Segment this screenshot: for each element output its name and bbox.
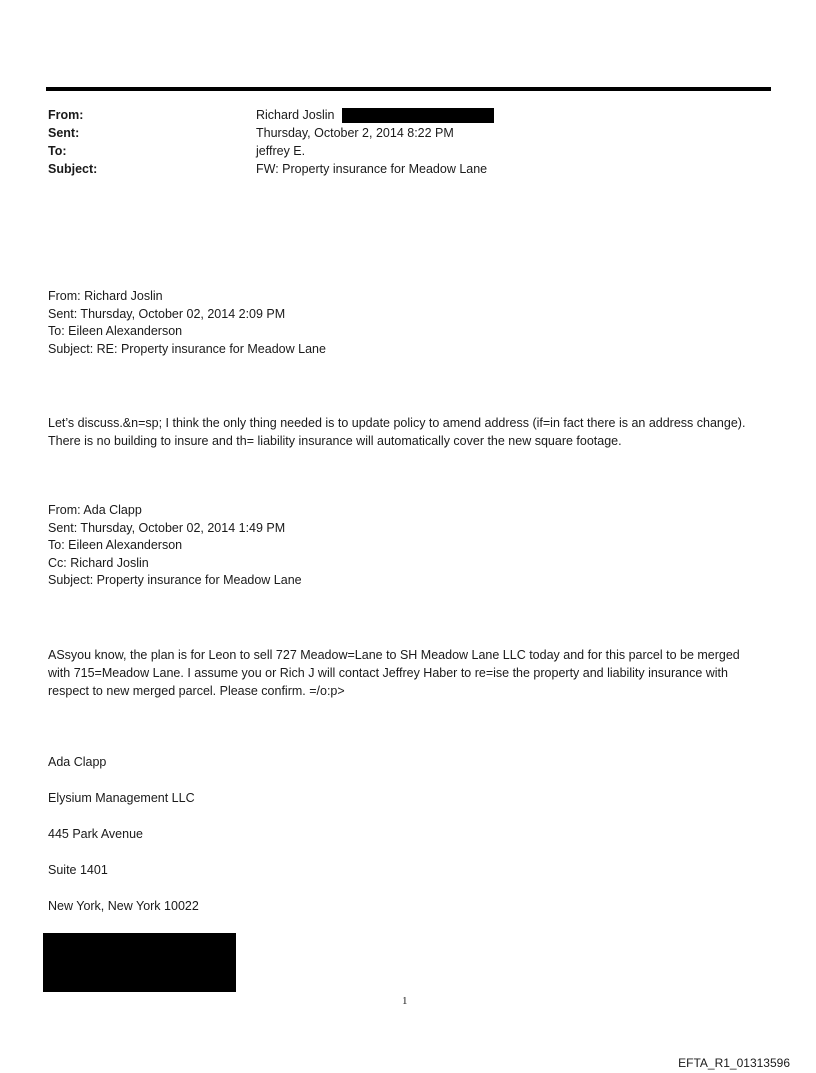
- reply-to: To: Eileen Alexanderson: [48, 324, 183, 338]
- reply-subject: Subject: RE: Property insurance for Meadow Lane: [48, 341, 326, 356]
- original-cc: Cc: Richard Joslin: [48, 555, 149, 570]
- header-divider: [46, 87, 771, 91]
- original-body: ASsyou know, the plan is for Leon to sell 727 Meadow=Lane to SH Meadow Lane LLC today and for this parcel to be merged with 715=Meadow Lane. I assume you or Rich J will contact Jeffrey Haber to re=ise the property and liability insurance with respect to new merged parcel. Please confirm. =/o:p>: [48, 648, 740, 698]
- reply-from: From: Richard Joslin: [48, 289, 163, 303]
- sent-value: Thursday, October 2, 2014 8:22 PM: [256, 126, 454, 140]
- signature-company: Elysium Management LLC: [48, 791, 195, 805]
- original-sent: Sent: Thursday, October 02, 2014 1:49 PM: [48, 520, 286, 535]
- to-label: To:: [48, 144, 67, 158]
- sent-label: Sent:: [48, 126, 80, 140]
- from-label: From:: [48, 108, 84, 122]
- signature-suite: Suite 1401: [48, 863, 108, 877]
- original-from: From: Ada Clapp: [48, 503, 142, 517]
- signature-street: 445 Park Avenue: [48, 827, 143, 841]
- original-header: [48, 502, 302, 590]
- original-to: To: Eileen Alexanderson: [48, 538, 183, 552]
- to-value: jeffrey E.: [256, 144, 306, 158]
- document-id: EFTA_R1_01313596: [678, 1056, 790, 1070]
- reply-body: Let’s discuss.&n=sp; I think the only thing needed is to update policy to amend address (if=in fact there is an address change). There is no building to insure and th= liability insurance will automatically cover the new square footage.: [48, 416, 746, 448]
- reply-sent: Sent: Thursday, October 02, 2014 2:09 PM: [48, 306, 286, 321]
- subject-label: Subject:: [48, 162, 98, 176]
- signature-redaction-box: [43, 933, 236, 992]
- page-number: 1: [402, 995, 408, 1007]
- subject-value: FW: Property insurance for Meadow Lane: [256, 162, 488, 176]
- signature-name: Ada Clapp: [48, 755, 107, 769]
- reply-header: [48, 288, 326, 358]
- original-subject: Subject: Property insurance for Meadow Lane: [48, 573, 302, 587]
- redaction-box: [342, 108, 494, 123]
- from-value: [256, 106, 494, 124]
- signature-city: New York, New York 10022: [48, 899, 199, 913]
- from-name: Richard Joslin: [256, 108, 335, 122]
